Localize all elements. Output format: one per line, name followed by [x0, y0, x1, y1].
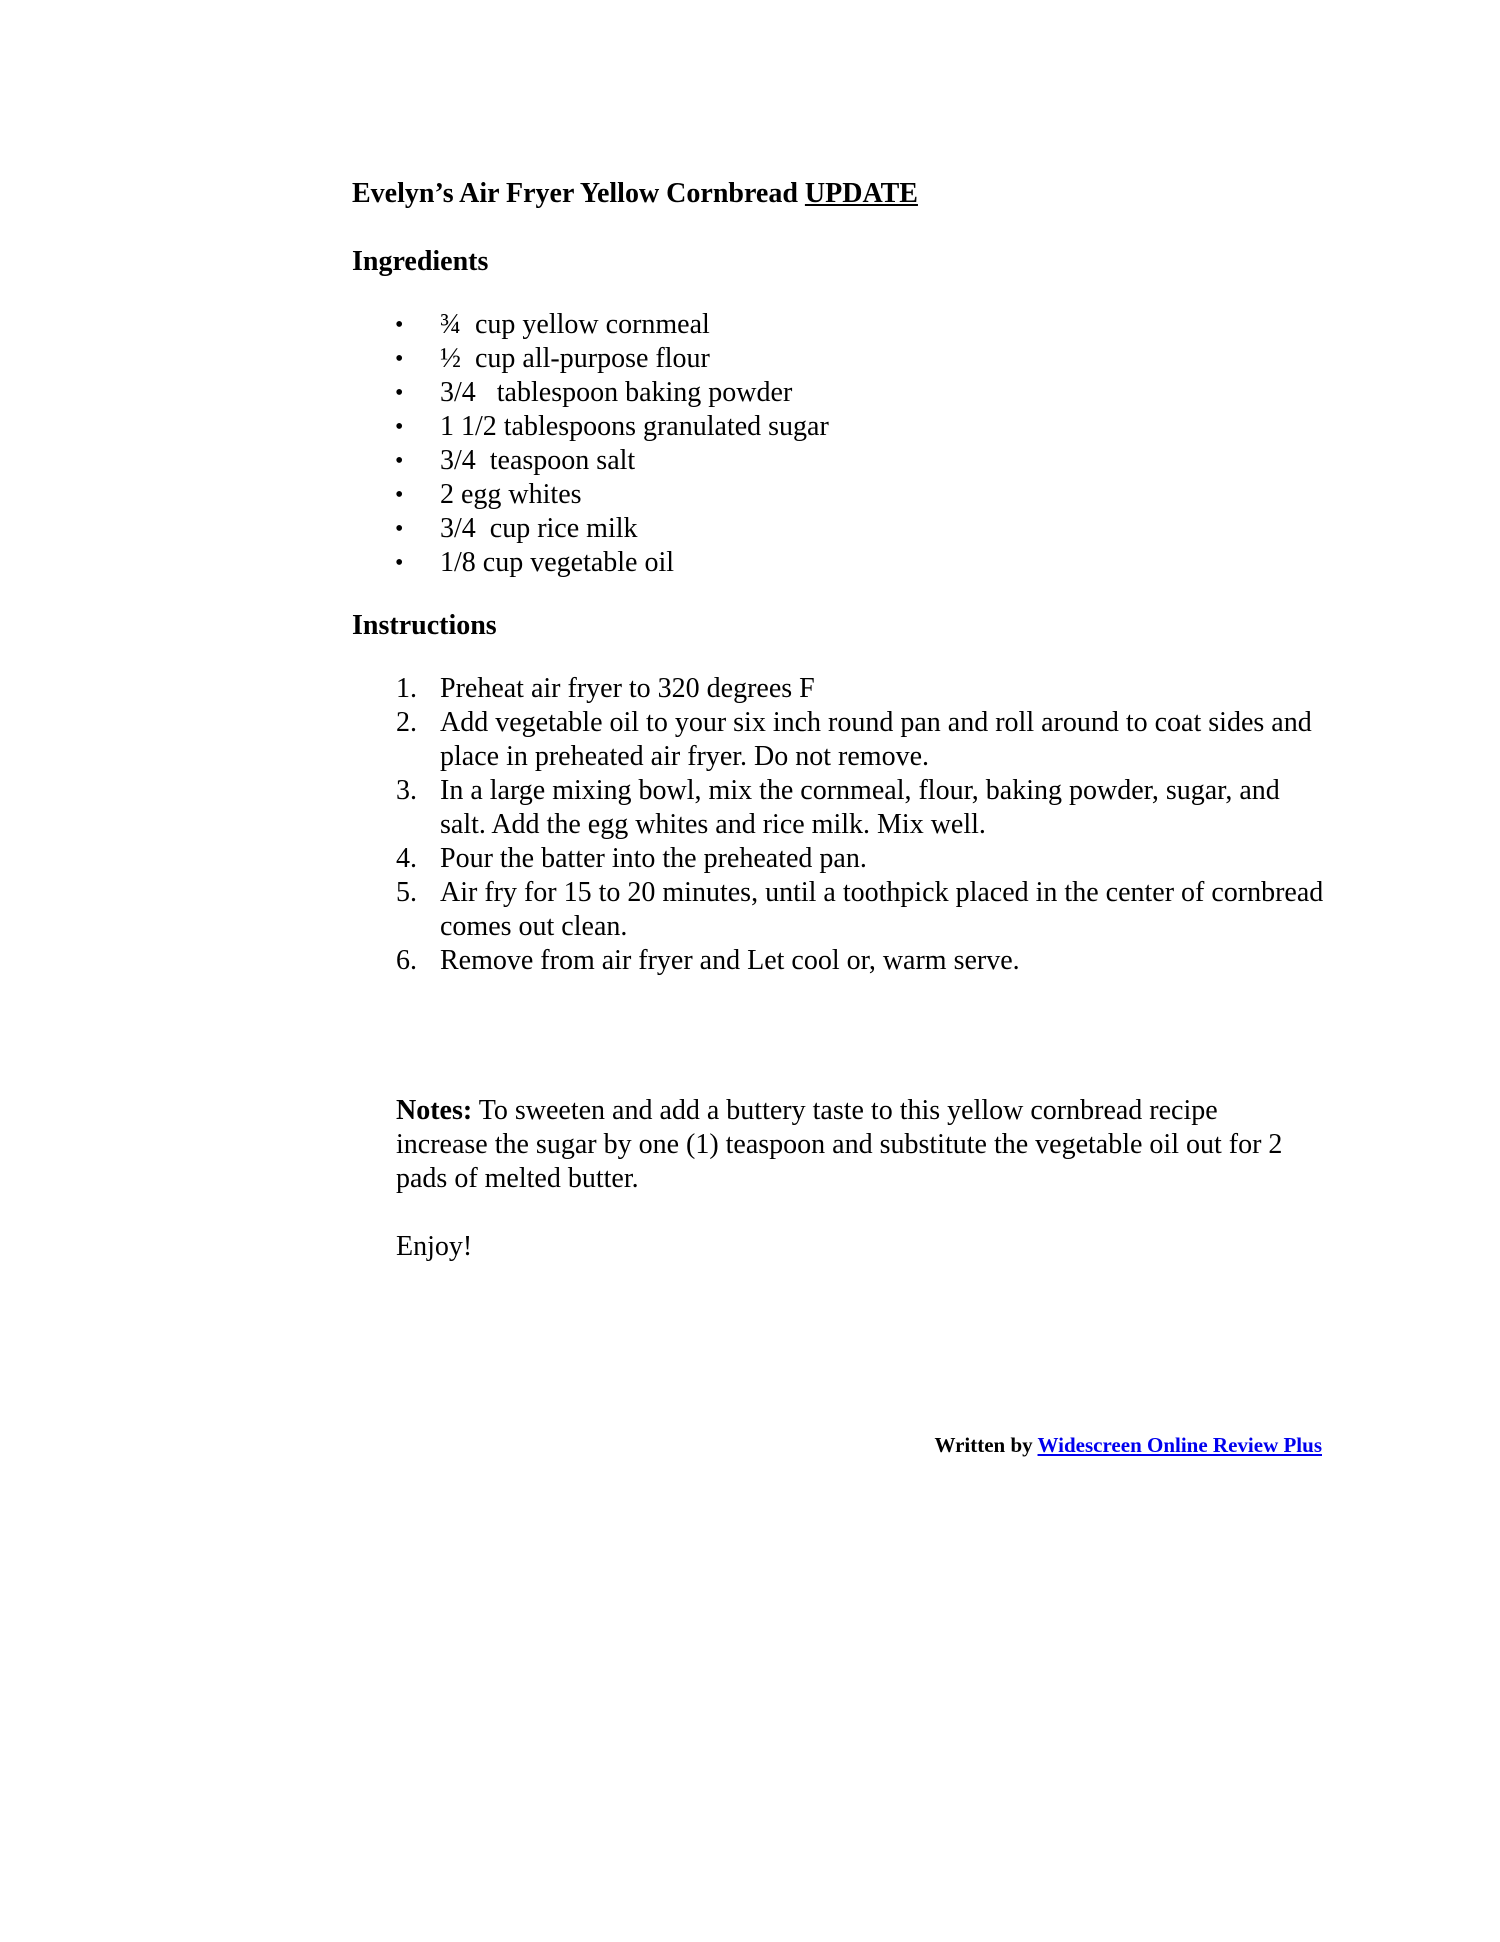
recipe-title-text: Evelyn’s Air Fryer Yellow Cornbread [352, 178, 798, 209]
notes-label: Notes: [396, 1095, 473, 1126]
bullet-icon: • [395, 482, 404, 508]
step-number: 3. [396, 775, 417, 806]
instruction-step [352, 774, 1332, 842]
bullet-icon: • [395, 516, 404, 542]
notes-text: To sweeten and add a buttery taste to this yellow cornbread recipe increase the sugar by one (1) teaspoon and substitute the vegetable oil out for 2 pads of melted butter. [396, 1095, 1283, 1194]
enjoy-text: Enjoy! [396, 1231, 473, 1262]
instruction-step [352, 876, 1332, 944]
ingredient-text: ½ cup all-purpose flour [440, 343, 710, 374]
ingredient-item [352, 444, 1332, 478]
notes-paragraph [396, 1094, 1296, 1196]
ingredient-item [352, 410, 1332, 444]
bullet-icon: • [395, 414, 404, 440]
ingredients-heading: Ingredients [352, 246, 489, 277]
step-number: 4. [396, 843, 417, 874]
bullet-icon: • [395, 346, 404, 372]
instruction-step [352, 944, 1332, 978]
ingredient-text: 3/4 teaspoon salt [440, 445, 636, 476]
instructions-heading: Instructions [352, 610, 497, 641]
bullet-icon: • [395, 380, 404, 406]
ingredient-item [352, 478, 1332, 512]
step-number: 1. [396, 673, 417, 704]
instructions-list [352, 672, 1332, 978]
recipe-document [352, 170, 1332, 1264]
ingredient-text: 3/4 tablespoon baking powder [440, 377, 793, 408]
ingredient-item [352, 376, 1332, 410]
step-text: Add vegetable oil to your six inch round pan and roll around to coat sides and place in preheated air fryer. Do not remove. [440, 707, 1312, 772]
ingredient-item [352, 308, 1332, 342]
step-number: 2. [396, 707, 417, 738]
step-text: Preheat air fryer to 320 degrees F [440, 673, 815, 704]
update-label: UPDATE [804, 178, 918, 209]
step-number: 6. [396, 945, 417, 976]
ingredient-item [352, 546, 1332, 580]
step-text: Air fry for 15 to 20 minutes, until a toothpick placed in the center of cornbread comes out clean. [440, 877, 1324, 942]
ingredients-list [352, 308, 1332, 580]
ingredient-text: 2 egg whites [440, 479, 582, 510]
step-text: Remove from air fryer and Let cool or, warm serve. [440, 945, 1020, 976]
ingredient-text: 3/4 cup rice milk [440, 513, 638, 544]
step-text: In a large mixing bowl, mix the cornmeal, flour, baking powder, sugar, and salt. Add the egg whites and rice milk. Mix well. [440, 775, 1280, 840]
recipe-title [352, 170, 1332, 218]
credit-link[interactable]: Widescreen Online Review Plus [1037, 1433, 1322, 1457]
step-number: 5. [396, 877, 417, 908]
credit-prefix: Written by [934, 1433, 1038, 1457]
instruction-step [352, 672, 1332, 706]
author-credit [934, 1430, 1322, 1460]
bullet-icon: • [395, 550, 404, 576]
ingredient-text: 1/8 cup vegetable oil [440, 547, 675, 578]
bullet-icon: • [395, 312, 404, 338]
instruction-step [352, 706, 1332, 774]
step-text: Pour the batter into the preheated pan. [440, 843, 867, 874]
ingredient-text: ¾ cup yellow cornmeal [440, 309, 710, 340]
ingredient-item [352, 512, 1332, 546]
instruction-step [352, 842, 1332, 876]
ingredient-item [352, 342, 1332, 376]
ingredient-text: 1 1/2 tablespoons granulated sugar [440, 411, 829, 442]
bullet-icon: • [395, 448, 404, 474]
